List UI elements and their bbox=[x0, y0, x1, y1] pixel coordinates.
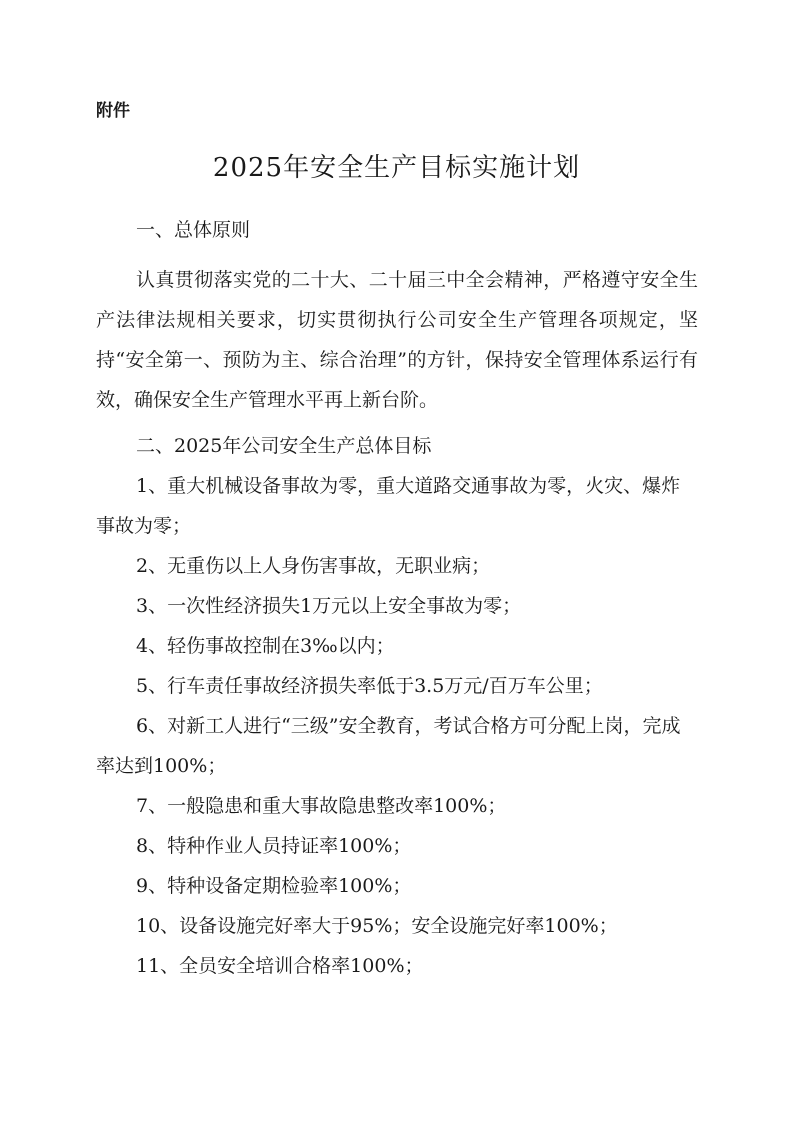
goal-item-3: 3、一次性经济损失1万元以上安全事故为零； bbox=[136, 595, 522, 617]
goal-item-11: 11、全员安全培训合格率100%； bbox=[136, 955, 424, 977]
goal-item-5: 5、行车责任事故经济损失率低于3.5万元/百万车公里； bbox=[136, 675, 603, 697]
goal-item-8: 8、特种作业人员持证率100%； bbox=[136, 835, 412, 857]
goal-item-10: 10、设备设施完好率大于95%；安全设施完好率100%； bbox=[136, 915, 618, 937]
goal-item-2: 2、无重伤以上人身伤害事故，无职业病； bbox=[136, 555, 491, 577]
goal-item-1: 1、重大机械设备事故为零，重大道路交通事故为零，火灾、爆炸事故为零； bbox=[96, 475, 681, 537]
section-2-heading: 二、2025年公司安全生产总体目标 bbox=[136, 435, 432, 457]
section-1-heading: 一、总体原则 bbox=[136, 219, 251, 241]
goal-item-7: 7、一般隐患和重大事故隐患整改率100%； bbox=[136, 795, 507, 817]
goal-item-6: 6、对新工人进行“三级”安全教育，考试合格方可分配上岗，完成率达到100%； bbox=[96, 715, 681, 777]
document-title: 2025年安全生产目标实施计划 bbox=[212, 153, 581, 183]
goal-item-4: 4、轻伤事故控制在3‰以内； bbox=[136, 635, 395, 657]
goal-item-9: 9、特种设备定期检验率100%； bbox=[136, 875, 412, 897]
document-body bbox=[96, 210, 698, 986]
section-1-paragraph: 认真贯彻落实党的二十大、二十届三中全会精神，严格遵守安全生产法律法规相关要求，切实贯彻执行公司安全生产管理各项规定，坚持“安全第一、预防为主、综合治理”的方针，保持安全管理体系运行有效，确保安全生产管理水平再上新台阶。 bbox=[96, 269, 698, 411]
attachment-label: 附件 bbox=[96, 101, 130, 121]
